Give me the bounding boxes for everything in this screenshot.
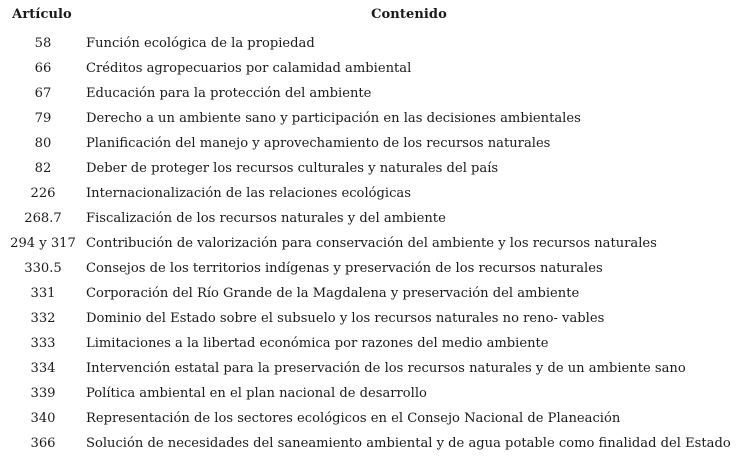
article-number: 226	[30, 186, 56, 201]
article-content: Internacionalización de las relaciones ecológicas	[86, 186, 411, 201]
article-number: 331	[30, 286, 56, 301]
article-content: Dominio del Estado sobre el subsuelo y los recursos naturales no reno- vables	[86, 311, 605, 326]
article-number: 332	[30, 311, 56, 326]
article-number: 330.5	[24, 261, 62, 276]
article-content: Intervención estatal para la preservación de los recursos naturales y de un ambiente sano	[86, 361, 686, 376]
table-row	[0, 381, 741, 406]
table-row	[0, 281, 741, 306]
table-body	[0, 31, 741, 456]
table-header	[0, 7, 741, 29]
table-row	[0, 156, 741, 181]
article-content: Créditos agropecuarios por calamidad ambiental	[86, 61, 412, 76]
article-content: Corporación del Río Grande de la Magdalena y preservación del ambiente	[86, 286, 580, 301]
article-number: 294 y 317	[10, 236, 76, 251]
article-number: 58	[34, 36, 52, 51]
table-row	[0, 331, 741, 356]
article-content: Fiscalización de los recursos naturales y del ambiente	[86, 211, 446, 226]
table-row	[0, 131, 741, 156]
article-number: 80	[34, 136, 52, 151]
article-number: 79	[34, 111, 52, 126]
table-row	[0, 356, 741, 381]
article-number: 67	[34, 86, 52, 101]
article-number: 334	[30, 361, 56, 376]
article-content: Política ambiental en el plan nacional de desarrollo	[86, 386, 427, 401]
article-content: Limitaciones a la libertad económica por razones del medio ambiente	[86, 336, 549, 351]
article-content: Deber de proteger los recursos culturales y naturales del país	[86, 161, 499, 176]
article-number: 333	[30, 336, 56, 351]
article-content: Consejos de los territorios indígenas y preservación de los recursos naturales	[86, 261, 603, 276]
table-row	[0, 181, 741, 206]
table-row	[0, 31, 741, 56]
table-row	[0, 206, 741, 231]
article-number: 366	[30, 436, 56, 451]
header-content: Contenido	[371, 7, 447, 22]
article-content: Derecho a un ambiente sano y participación en las decisiones ambientales	[86, 111, 581, 126]
article-content: Representación de los sectores ecológicos en el Consejo Nacional de Planeación	[86, 411, 621, 426]
article-number: 339	[30, 386, 56, 401]
article-content: Contribución de valorización para conservación del ambiente y los recursos naturales	[86, 236, 657, 251]
table-row	[0, 431, 741, 456]
table-row	[0, 256, 741, 281]
article-number: 268.7	[24, 211, 62, 226]
table-row	[0, 56, 741, 81]
article-number: 340	[30, 411, 56, 426]
header-article: Artículo	[12, 7, 72, 22]
table-row	[0, 306, 741, 331]
article-number: 66	[34, 61, 52, 76]
article-content: Educación para la protección del ambiente	[86, 86, 372, 101]
article-number: 82	[34, 161, 52, 176]
article-content: Solución de necesidades del saneamiento ambiental y de agua potable como finalidad del Estado	[86, 436, 731, 451]
article-content: Función ecológica de la propiedad	[86, 36, 315, 51]
table-row	[0, 406, 741, 431]
table-row	[0, 106, 741, 131]
table-row	[0, 231, 741, 256]
table-row	[0, 81, 741, 106]
article-content: Planificación del manejo y aprovechamiento de los recursos naturales	[86, 136, 551, 151]
